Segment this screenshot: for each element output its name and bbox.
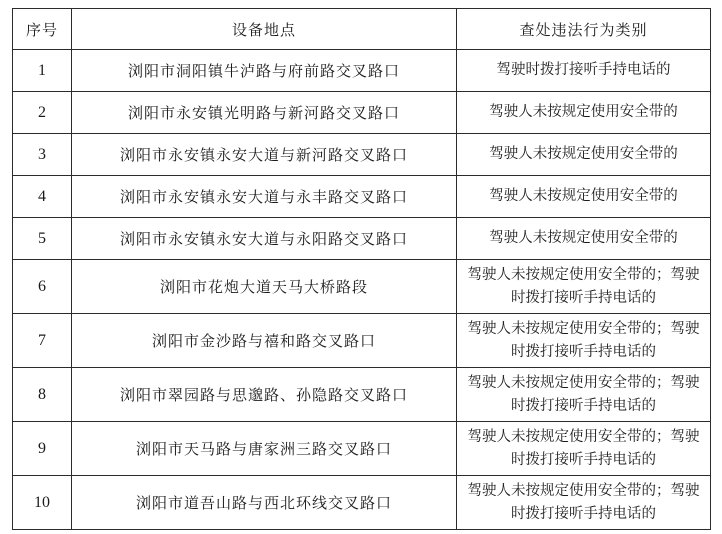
table-row: [13, 368, 711, 422]
table-row: [13, 176, 711, 218]
row-violation: 驾驶人未按规定使用安全带的；驾驶时拨打接听手持电话的: [457, 314, 711, 368]
violation-camera-table: [12, 8, 711, 530]
table-row: [13, 422, 711, 476]
header-seq: 序号: [13, 9, 72, 50]
row-location: 浏阳市道吾山路与西北环线交叉路口: [72, 476, 457, 530]
row-violation: 驾驶人未按规定使用安全带的: [457, 218, 711, 260]
row-violation: 驾驶人未按规定使用安全带的；驾驶时拨打接听手持电话的: [457, 368, 711, 422]
table-body: [13, 50, 711, 530]
row-location: 浏阳市永安镇永安大道与新河路交叉路口: [72, 134, 457, 176]
row-violation: 驾驶人未按规定使用安全带的；驾驶时拨打接听手持电话的: [457, 422, 711, 476]
row-location: 浏阳市洞阳镇牛泸路与府前路交叉路口: [72, 50, 457, 92]
header-row: [13, 9, 711, 50]
row-violation: 驾驶人未按规定使用安全带的；驾驶时拨打接听手持电话的: [457, 476, 711, 530]
row-location: 浏阳市花炮大道天马大桥路段: [72, 260, 457, 314]
row-seq: 5: [13, 218, 72, 260]
row-seq: 4: [13, 176, 72, 218]
table-row: [13, 218, 711, 260]
table-row: [13, 92, 711, 134]
row-seq: 8: [13, 368, 72, 422]
row-location: 浏阳市永安镇永安大道与永丰路交叉路口: [72, 176, 457, 218]
row-violation: 驾驶人未按规定使用安全带的: [457, 176, 711, 218]
table-row: [13, 50, 711, 92]
row-seq: 6: [13, 260, 72, 314]
row-seq: 7: [13, 314, 72, 368]
row-location: 浏阳市翠园路与思邈路、孙隐路交叉路口: [72, 368, 457, 422]
table-row: [13, 260, 711, 314]
row-seq: 9: [13, 422, 72, 476]
table-header: [13, 9, 711, 50]
row-violation: 驾驶人未按规定使用安全带的；驾驶时拨打接听手持电话的: [457, 260, 711, 314]
row-location: 浏阳市永安镇永安大道与永阳路交叉路口: [72, 218, 457, 260]
table-row: [13, 134, 711, 176]
row-seq: 2: [13, 92, 72, 134]
row-location: 浏阳市金沙路与禧和路交叉路口: [72, 314, 457, 368]
row-violation: 驾驶人未按规定使用安全带的: [457, 92, 711, 134]
header-violation: 查处违法行为类别: [457, 9, 711, 50]
row-seq: 1: [13, 50, 72, 92]
row-seq: 10: [13, 476, 72, 530]
row-violation: 驾驶时拨打接听手持电话的: [457, 50, 711, 92]
table-row: [13, 314, 711, 368]
header-location: 设备地点: [72, 9, 457, 50]
table-row: [13, 476, 711, 530]
row-violation: 驾驶人未按规定使用安全带的: [457, 134, 711, 176]
row-location: 浏阳市永安镇光明路与新河路交叉路口: [72, 92, 457, 134]
row-location: 浏阳市天马路与唐家洲三路交叉路口: [72, 422, 457, 476]
row-seq: 3: [13, 134, 72, 176]
